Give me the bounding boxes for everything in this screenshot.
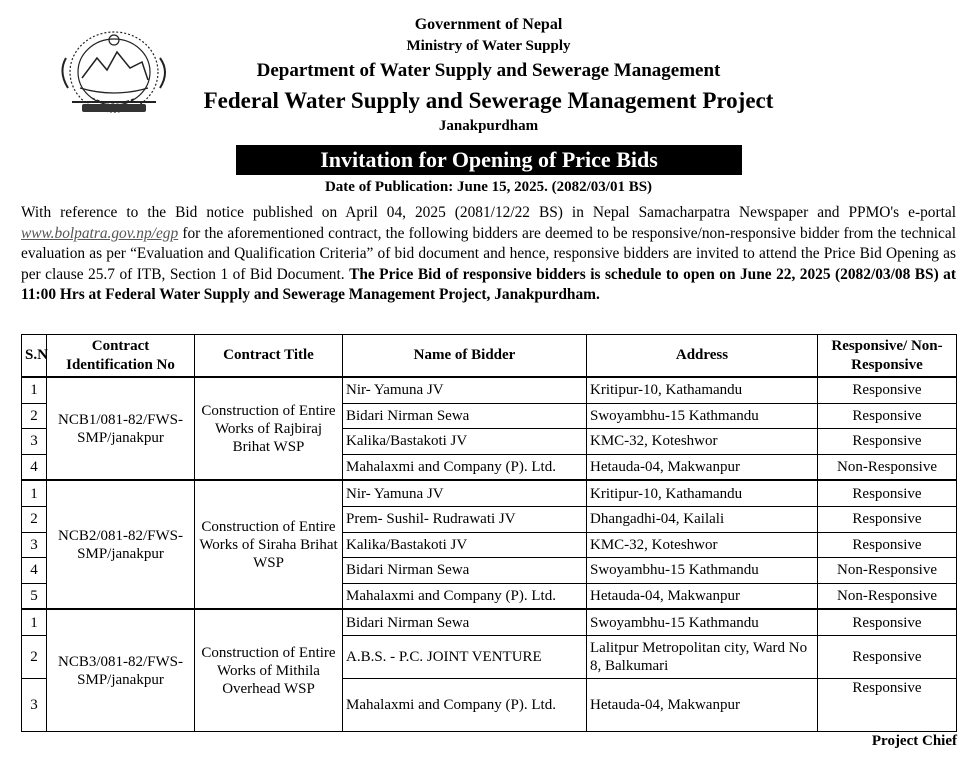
bidder-cell: Mahalaxmi and Company (P). Ltd. bbox=[343, 583, 587, 609]
contract-title-cell: Construction of Entire Works of Rajbiraj Brihat WSP bbox=[195, 377, 343, 480]
row-sn: 4 bbox=[22, 454, 47, 480]
row-sn: 2 bbox=[22, 403, 47, 429]
row-sn: 1 bbox=[22, 377, 47, 403]
row-sn: 1 bbox=[22, 609, 47, 635]
notice-text-part1: With reference to the Bid notice published on April 04, 2025 (2081/12/22 BS) in Nepal Samacharpatra Newspaper and PPMO's e-portal bbox=[21, 204, 956, 221]
table-row bbox=[22, 480, 957, 506]
address-cell: Hetauda-04, Makwanpur bbox=[587, 454, 818, 480]
status-cell: Non-Responsive bbox=[818, 454, 957, 480]
bidder-cell: Kalika/Bastakoti JV bbox=[343, 429, 587, 455]
address-cell: Swoyambhu-15 Kathmandu bbox=[587, 609, 818, 635]
bidders-table bbox=[21, 334, 957, 732]
status-cell: Responsive bbox=[818, 429, 957, 455]
table-header-row bbox=[22, 335, 957, 378]
status-cell: Responsive bbox=[818, 635, 957, 678]
bolpatra-link[interactable]: www.bolpatra.gov.np/egp bbox=[21, 224, 179, 242]
signatory-label: Project Chief bbox=[871, 733, 957, 749]
notice-bold-text: The Price Bid of responsive bidders is schedule to open on June 22, 2025 (2082/03/08 BS) at 11:00 Hrs at Federal Water Supply and Sewerage Management Project, Janakpurdham. bbox=[21, 265, 956, 303]
header-department: Department of Water Supply and Sewerage Management bbox=[256, 60, 721, 81]
row-sn: 2 bbox=[22, 635, 47, 678]
address-cell: Kritipur-10, Kathamandu bbox=[587, 377, 818, 403]
status-cell: Non-Responsive bbox=[818, 558, 957, 584]
table-row bbox=[22, 609, 957, 635]
col-header-contract-title: Contract Title bbox=[195, 335, 343, 378]
row-sn: 3 bbox=[22, 532, 47, 558]
col-header-address: Address bbox=[587, 335, 818, 378]
status-cell: Responsive bbox=[818, 377, 957, 403]
col-header-status: Responsive/ Non-Responsive bbox=[818, 335, 957, 378]
address-cell: KMC-32, Koteshwor bbox=[587, 532, 818, 558]
status-cell: Responsive bbox=[818, 506, 957, 532]
contract-title-cell: Construction of Entire Works of Mithila Overhead WSP bbox=[195, 609, 343, 731]
notice-text-part2: for the aforementioned contract, the following bidders are deemed to be responsive/non-responsive bidder from the technical evaluation as per “Evaluation and Qualification Criteria” of bid document and hence, responsive bidders are invited to attend the Price Bid Opening as per clause 25.7 of ITB, Section 1 of Bid Document. bbox=[21, 224, 956, 283]
bidder-cell: Prem- Sushil- Rudrawati JV bbox=[343, 506, 587, 532]
contract-id-cell: NCB3/081-82/FWS-SMP/janakpur bbox=[47, 609, 195, 731]
row-sn: 3 bbox=[22, 429, 47, 455]
header-location: Janakpurdham bbox=[438, 118, 539, 134]
status-cell: Non-Responsive bbox=[818, 583, 957, 609]
publication-date: Date of Publication: June 15, 2025. (2082/03/01 BS) bbox=[324, 179, 653, 195]
col-header-sn: S.N bbox=[22, 335, 47, 378]
address-cell: Lalitpur Metropolitan city, Ward No 8, Balkumari bbox=[587, 635, 818, 678]
bidder-cell: Mahalaxmi and Company (P). Ltd. bbox=[343, 678, 587, 731]
col-header-bidder: Name of Bidder bbox=[343, 335, 587, 378]
header-project: Federal Water Supply and Sewerage Management Project bbox=[203, 88, 774, 113]
bidder-cell: Nir- Yamuna JV bbox=[343, 480, 587, 506]
bidder-cell: Kalika/Bastakoti JV bbox=[343, 532, 587, 558]
address-cell: Swoyambhu-15 Kathmandu bbox=[587, 558, 818, 584]
status-cell: Responsive bbox=[818, 609, 957, 635]
address-cell: Kritipur-10, Kathamandu bbox=[587, 480, 818, 506]
status-cell: Responsive bbox=[818, 532, 957, 558]
row-sn: 4 bbox=[22, 558, 47, 584]
bidder-cell: Bidari Nirman Sewa bbox=[343, 558, 587, 584]
row-sn: 5 bbox=[22, 583, 47, 609]
bidder-cell: Nir- Yamuna JV bbox=[343, 377, 587, 403]
col-header-contract-id: Contract Identification No bbox=[47, 335, 195, 378]
status-cell: Responsive bbox=[818, 403, 957, 429]
status-cell: Responsive bbox=[818, 678, 957, 731]
table-row bbox=[22, 377, 957, 403]
address-cell: Hetauda-04, Makwanpur bbox=[587, 678, 818, 731]
contract-id-cell: NCB1/081-82/FWS-SMP/janakpur bbox=[47, 377, 195, 480]
header-government: Government of Nepal bbox=[414, 16, 563, 33]
header-ministry: Ministry of Water Supply bbox=[406, 38, 571, 54]
address-cell: Swoyambhu-15 Kathmandu bbox=[587, 403, 818, 429]
row-sn: 1 bbox=[22, 480, 47, 506]
contract-title-cell: Construction of Entire Works of Siraha Brihat WSP bbox=[195, 480, 343, 609]
address-cell: KMC-32, Koteshwor bbox=[587, 429, 818, 455]
row-sn: 3 bbox=[22, 678, 47, 731]
bidder-cell: Mahalaxmi and Company (P). Ltd. bbox=[343, 454, 587, 480]
address-cell: Hetauda-04, Makwanpur bbox=[587, 583, 818, 609]
bidder-cell: Bidari Nirman Sewa bbox=[343, 609, 587, 635]
bidder-cell: Bidari Nirman Sewa bbox=[343, 403, 587, 429]
address-cell: Dhangadhi-04, Kailali bbox=[587, 506, 818, 532]
contract-id-cell: NCB2/081-82/FWS-SMP/janakpur bbox=[47, 480, 195, 609]
bidder-cell: A.B.S. - P.C. JOINT VENTURE bbox=[343, 635, 587, 678]
status-cell: Responsive bbox=[818, 480, 957, 506]
row-sn: 2 bbox=[22, 506, 47, 532]
notice-paragraph bbox=[21, 203, 956, 306]
notice-title-banner: Invitation for Opening of Price Bids bbox=[236, 145, 742, 175]
